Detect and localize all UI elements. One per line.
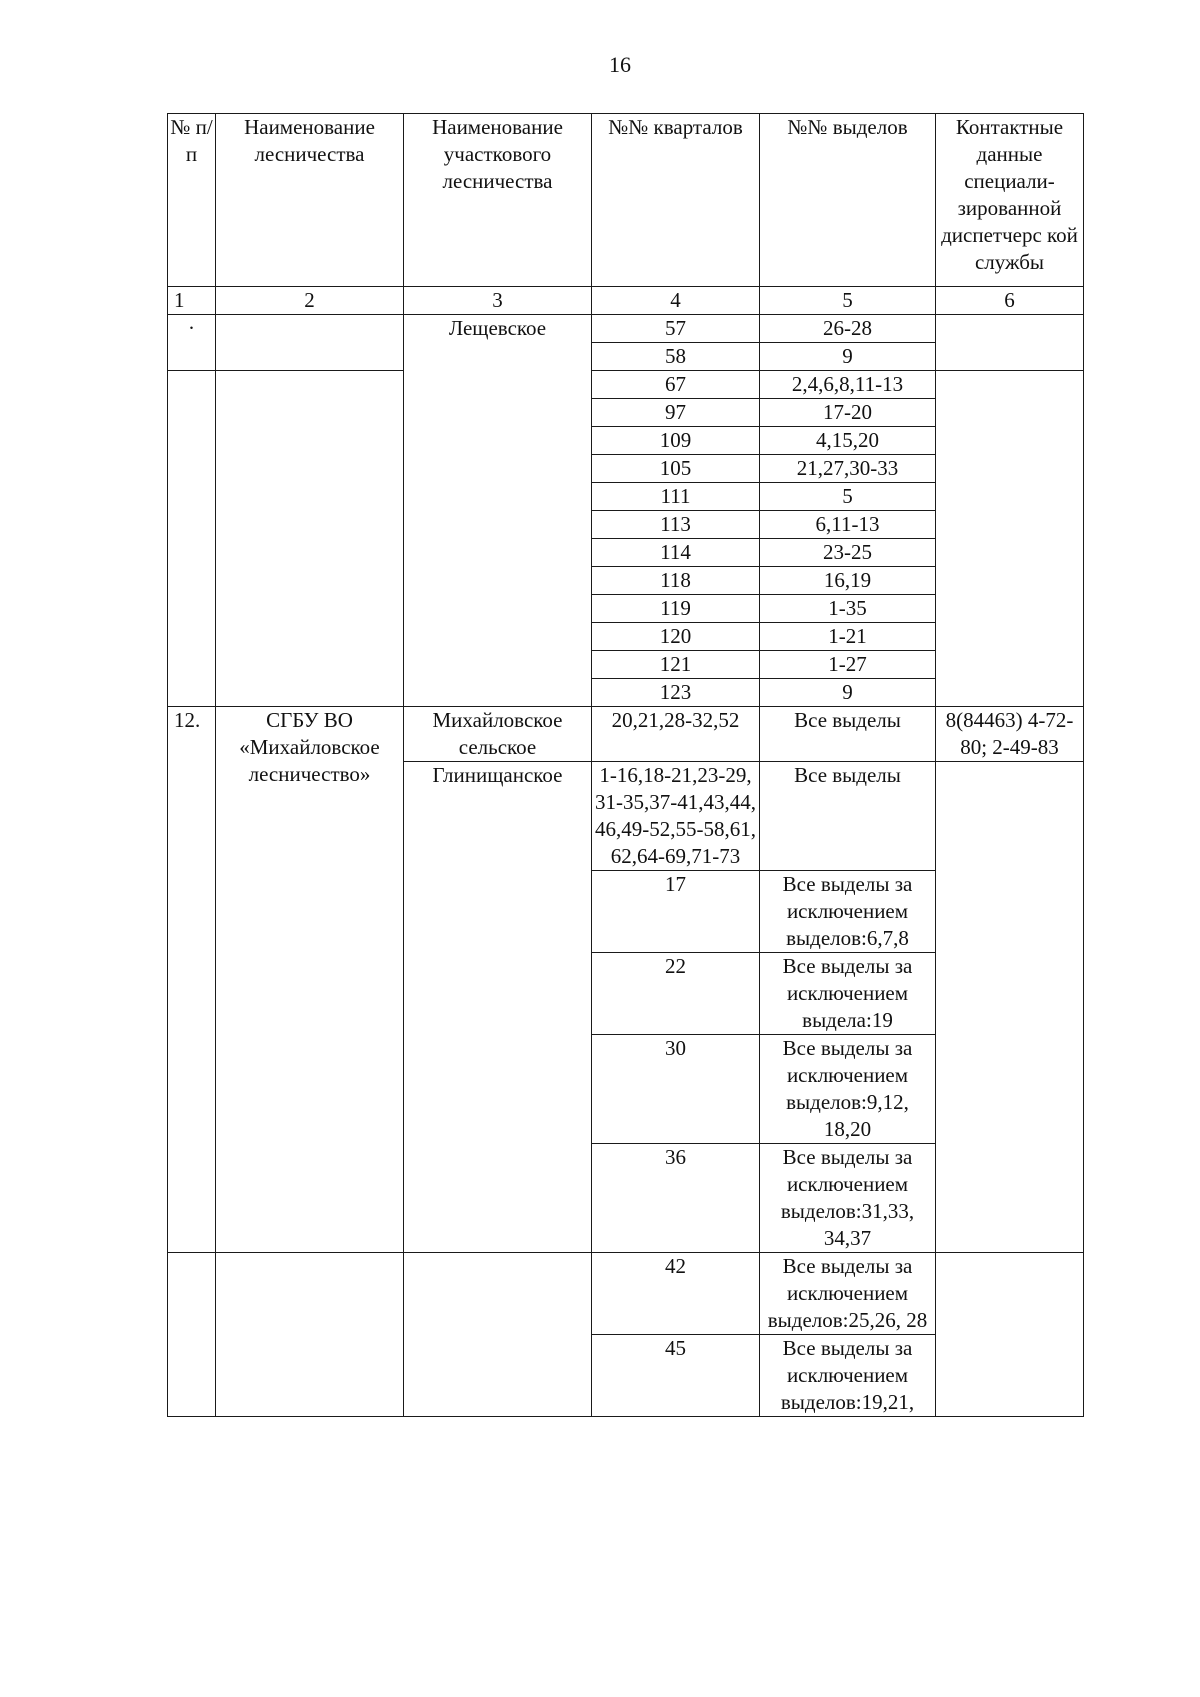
row-number-cell (168, 1253, 216, 1417)
column-number: 5 (760, 287, 936, 315)
column-number-row (168, 287, 1084, 315)
quarter-cell: 114 (592, 539, 760, 567)
contact-cell (936, 371, 1084, 707)
quarter-cell: 58 (592, 343, 760, 371)
plots-cell: Все выделы (760, 762, 936, 871)
plots-cell: 17-20 (760, 399, 936, 427)
district-cell: Лещевское (404, 315, 592, 707)
plots-cell: Все выделы за исключением выделов:6,7,8 (760, 871, 936, 953)
plots-cell: 6,11-13 (760, 511, 936, 539)
plots-cell: 23-25 (760, 539, 936, 567)
quarter-cell: 111 (592, 483, 760, 511)
quarter-cell: 17 (592, 871, 760, 953)
header-quarters: №№ кварталов (592, 114, 760, 287)
contact-cell (936, 315, 1084, 371)
plots-cell: 9 (760, 343, 936, 371)
plots-cell: 9 (760, 679, 936, 707)
row-number-cell: 12. (168, 707, 216, 1253)
column-number: 3 (404, 287, 592, 315)
table-row (168, 1253, 1084, 1335)
plots-cell: Все выделы за исключением выделов:31,33, 34,37 (760, 1144, 936, 1253)
plots-cell: Все выделы (760, 707, 936, 762)
quarter-cell: 67 (592, 371, 760, 399)
contact-cell (936, 762, 1084, 1253)
header-plots: №№ выделов (760, 114, 936, 287)
column-number: 2 (216, 287, 404, 315)
quarter-cell: 119 (592, 595, 760, 623)
quarter-cell: 123 (592, 679, 760, 707)
quarter-cell: 105 (592, 455, 760, 483)
forestry-cell (216, 371, 404, 707)
forestry-table (167, 113, 1084, 1417)
table-row (168, 315, 1084, 343)
plots-cell: Все выделы за исключением выдела:19 (760, 953, 936, 1035)
plots-cell: 4,15,20 (760, 427, 936, 455)
quarter-cell: 118 (592, 567, 760, 595)
plots-cell: 1-35 (760, 595, 936, 623)
plots-cell: 1-27 (760, 651, 936, 679)
column-number: 4 (592, 287, 760, 315)
contact-cell (936, 1253, 1084, 1417)
header-forestry: Наименование лесничества (216, 114, 404, 287)
quarter-cell: 20,21,28-32,52 (592, 707, 760, 762)
forestry-cell (216, 1253, 404, 1417)
forestry-cell: СГБУ ВО «Михайловское лесничество» (216, 707, 404, 1253)
quarter-cell: 30 (592, 1035, 760, 1144)
page-number: 16 (609, 52, 631, 77)
quarter-cell: 22 (592, 953, 760, 1035)
table-row (168, 707, 1084, 762)
header-district: Наименование участкового лесничества (404, 114, 592, 287)
row-number-cell (168, 371, 216, 707)
district-cell (404, 1253, 592, 1417)
quarter-cell: 45 (592, 1335, 760, 1417)
plots-cell: 1-21 (760, 623, 936, 651)
column-number: 1 (168, 287, 216, 315)
table-row (168, 371, 1084, 399)
quarter-cell: 113 (592, 511, 760, 539)
header-contact: Контактные данные специали-зированной диспетчерс кой службы (936, 114, 1084, 287)
quarter-cell: 36 (592, 1144, 760, 1253)
plots-cell: Все выделы за исключением выделов:19,21, (760, 1335, 936, 1417)
table-header-row (168, 114, 1084, 287)
district-cell: Глинищанское (404, 762, 592, 1253)
column-number: 6 (936, 287, 1084, 315)
plots-cell: Все выделы за исключением выделов:9,12, 18,20 (760, 1035, 936, 1144)
contact-cell: 8(84463) 4-72-80; 2-49-83 (936, 707, 1084, 762)
quarter-cell: 121 (592, 651, 760, 679)
row-number-cell: · (168, 315, 216, 371)
quarter-cell: 97 (592, 399, 760, 427)
quarter-cell: 1-16,18-21,23-29, 31-35,37-41,43,44, 46,49-52,55-58,61, 62,64-69,71-73 (592, 762, 760, 871)
plots-cell: 5 (760, 483, 936, 511)
plots-cell: 26-28 (760, 315, 936, 343)
plots-cell: Все выделы за исключением выделов:25,26, 28 (760, 1253, 936, 1335)
plots-cell: 21,27,30-33 (760, 455, 936, 483)
quarter-cell: 57 (592, 315, 760, 343)
quarter-cell: 42 (592, 1253, 760, 1335)
quarter-cell: 109 (592, 427, 760, 455)
plots-cell: 16,19 (760, 567, 936, 595)
district-cell: Михайловское сельское (404, 707, 592, 762)
header-number: № п/п (168, 114, 216, 287)
quarter-cell: 120 (592, 623, 760, 651)
forestry-cell (216, 315, 404, 371)
plots-cell: 2,4,6,8,11-13 (760, 371, 936, 399)
